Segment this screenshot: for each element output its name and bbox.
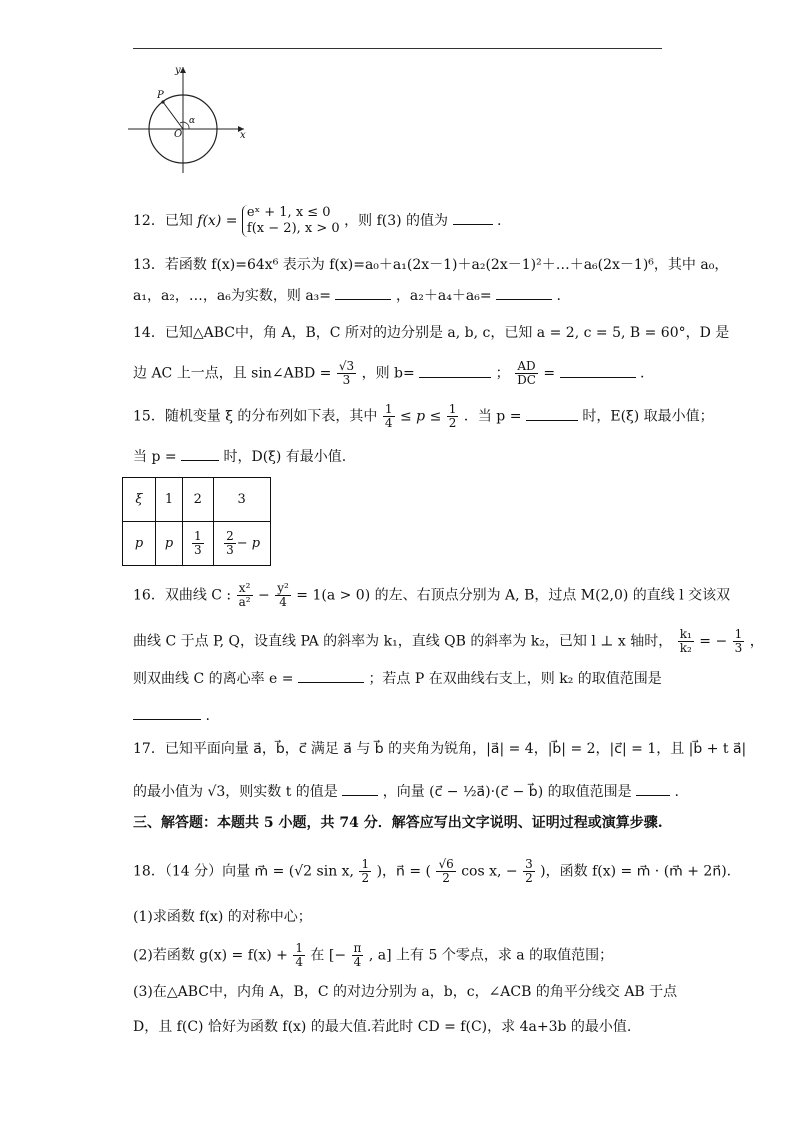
q15-inequality: ≤ p ≤ [399,408,442,425]
q15-text-d: 当 p = [133,449,177,465]
q16-text-d: = − [699,633,728,650]
header-rule [133,48,662,49]
q12-blank [453,210,493,225]
q16-frac-y2-4: $\frac{\text{y²}}{4}$ [277,581,289,609]
q18-part2-text-c: , a] 上有 5 个零点，求 a 的取值范围； [368,947,614,964]
table-row [123,522,271,566]
question-12 [133,205,501,237]
q16-blank-e [298,668,364,683]
q18-text-b: )，n⃗ = ( [376,863,431,880]
section-3-heading: 三、解答题：本题共 5 小题，共 74 分．解答应写出文字说明、证明过程或演算步骤. [133,815,663,831]
question-16-line-3 [133,668,662,690]
q14-blank-b [419,363,491,378]
question-13-line-2 [133,285,561,307]
q16-minus: − [258,587,270,604]
q12-prefix: 12．已知 [133,213,193,229]
q17-text-a: 的最小值为 √3，则实数 t 的值是 [133,784,338,800]
question-15-line-1 [133,403,714,430]
question-16-line-1 [133,582,730,609]
question-16-line-4 [133,705,210,727]
q18-part2-text-a: (2)若函数 g(x) = f(x) + [133,947,288,964]
question-13-line-1: 13．若函数 f(x)=64x⁶ 表示为 f(x)=a₀＋a₁(2x－1)＋a₂(2x－1)²＋…＋a₆(2x－1)⁶，其中 a₀， [133,257,729,273]
q15-frac-quarter: $\frac{1}{4}$ [384,402,393,430]
q18-part2-text-b: 在 [− [310,947,347,964]
question-18-line-1 [133,858,731,885]
q14-text-b: ，则 b= [361,365,415,382]
q15-frac-half: $\frac{1}{2}$ [448,402,457,430]
q14-text-a: 边 AC 上一点，且 sin∠ABD = [133,365,332,382]
q13-blank-sum [496,285,552,300]
q17-text-c: . [674,784,679,800]
table-cell: p [123,522,156,566]
table-cell: p [156,522,183,566]
q16-frac-k1-k2: $\frac{\text{k₁}}{\text{k₂}}$ [679,627,692,655]
q14-text-d: = [543,365,556,382]
q16-text-e: ， [749,633,764,650]
table-row [123,478,271,522]
q17-blank-range [636,781,670,796]
q12-end: . [496,213,502,229]
question-14-line-2 [133,360,644,387]
q17-text-b: ，向量 (c⃗ − ½a⃗)·(c⃗ − b⃗) 的取值范围是 [382,784,632,800]
table-cell: 2 [183,478,214,522]
question-18-part-3-line-2: D，且 f(C) 恰好为函数 f(x) 的最大值.若此时 CD = f(C)，求 4a+3b 的最小值. [133,1019,632,1035]
q15-text-c: 时，E(ξ) 取最小值； [582,408,714,425]
unit-circle-figure [126,63,252,175]
q12-piecewise [242,205,340,237]
figure-label-y: y [175,65,181,76]
figure-label-alpha: α [189,116,196,126]
q16-text-f: 则双曲线 C 的离心率 e = [133,671,294,687]
table-cell: $\frac{1}{3}$ [183,522,214,566]
question-17-line-2 [133,781,679,803]
question-16-line-2 [133,628,764,655]
q13-text-b: ，a₂＋a₄＋a₆= [395,288,492,304]
q14-frac-ad-dc: $\frac{AD}{DC}$ [517,359,536,387]
question-18-part-3-line-1: (3)在△ABC中，内角 A，B，C 的对边分别为 a，b，c，∠ACB 的角平分线交 AB 于点 [133,984,678,1000]
figure-label-p: P [157,90,164,101]
q18-frac-quarter: $\frac{1}{4}$ [295,941,303,969]
figure-label-x: x [240,130,246,141]
q16-text-a: 16．双曲线 C : [133,587,232,604]
q16-frac-one-third: $\frac{1}{3}$ [734,627,743,655]
q12-function: f(x) = [197,213,238,229]
table-cell: ξ [123,478,156,522]
question-18-part-2 [133,942,613,969]
table-cell: 3 [213,478,270,522]
q18-frac-sqrt6-2: $\frac{√6}{2}$ [438,857,454,885]
q18-text-c: cos x, − [461,863,518,880]
q15-text-b: ．当 p = [463,408,522,425]
q12-suffix: ，则 f(3) 的值为 [344,213,449,229]
q16-text-b: = 1(a > 0) 的左、右顶点分别为 A, B，过点 M(2,0) 的直线 l 交该双 [296,587,731,604]
q12-case-2: f(x − 2), x > 0 [246,221,340,236]
q16-text-h: . [205,708,210,724]
q18-frac-half: $\frac{1}{2}$ [361,857,370,885]
q18-frac-pi-4: $\frac{\pi}{4}$ [353,941,362,969]
q16-text-c: 曲线 C 于点 P, Q，设直线 PA 的斜率为 k₁，直线 QB 的斜率为 k₂，已知 l ⊥ x 轴时， [133,633,673,650]
question-14-line-1: 14．已知△ABC中，角 A，B，C 所对的边分别是 a, b, c，已知 a = 2, c = 5, B = 60°，D 是 [133,325,730,341]
q18-frac-3-2: $\frac{3}{2}$ [525,857,533,885]
question-18-part-1: (1)求函数 f(x) 的对称中心； [133,909,312,925]
q13-text-c: . [556,288,561,304]
q13-text-a: a₁，a₂，…，a₆为实数，则 a₃= [133,288,332,304]
q15-text-e: 时，D(ξ) 有最小值. [223,449,347,465]
q18-text-a: 18．（14 分）向量 m⃗ = (√2 sin x, [133,863,355,880]
q15-text-a: 15．随机变量 ξ 的分布列如下表，其中 [133,408,378,425]
table-cell: $\frac{2}{3}$ − p [213,522,270,566]
q16-frac-x2-a2: $\frac{\text{x²}}{\text{a²}}$ [238,581,251,609]
q14-text-c: ； [495,365,510,382]
q14-frac-sqrt3-over-3: $\frac{√3}{3}$ [338,359,355,387]
q12-case-1: eˣ + 1, x ≤ 0 [246,205,331,220]
q18-text-d: )，函数 f(x) = m⃗ · (m⃗ + 2n⃗). [540,863,732,880]
q16-blank-k2-range [133,705,201,720]
q14-text-e: . [640,365,645,382]
q15-blank-e [526,406,578,421]
q13-blank-a3 [335,285,391,300]
figure-label-o: O [174,129,183,140]
question-15-line-2 [133,446,346,468]
q15-blank-d [181,446,219,461]
q14-blank-ratio [560,363,636,378]
table-cell: 1 [156,478,183,522]
q17-blank-t [342,781,378,796]
distribution-table [122,477,271,566]
q16-text-g: ；若点 P 在双曲线右支上，则 k₂ 的取值范围是 [368,671,662,687]
question-17-line-1: 17．已知平面向量 a⃗，b⃗，c⃗ 满足 a⃗ 与 b⃗ 的夹角为锐角，|a⃗| = 4，|b⃗| = 2，|c⃗| = 1，且 |b⃗ + t a⃗| [133,741,747,757]
